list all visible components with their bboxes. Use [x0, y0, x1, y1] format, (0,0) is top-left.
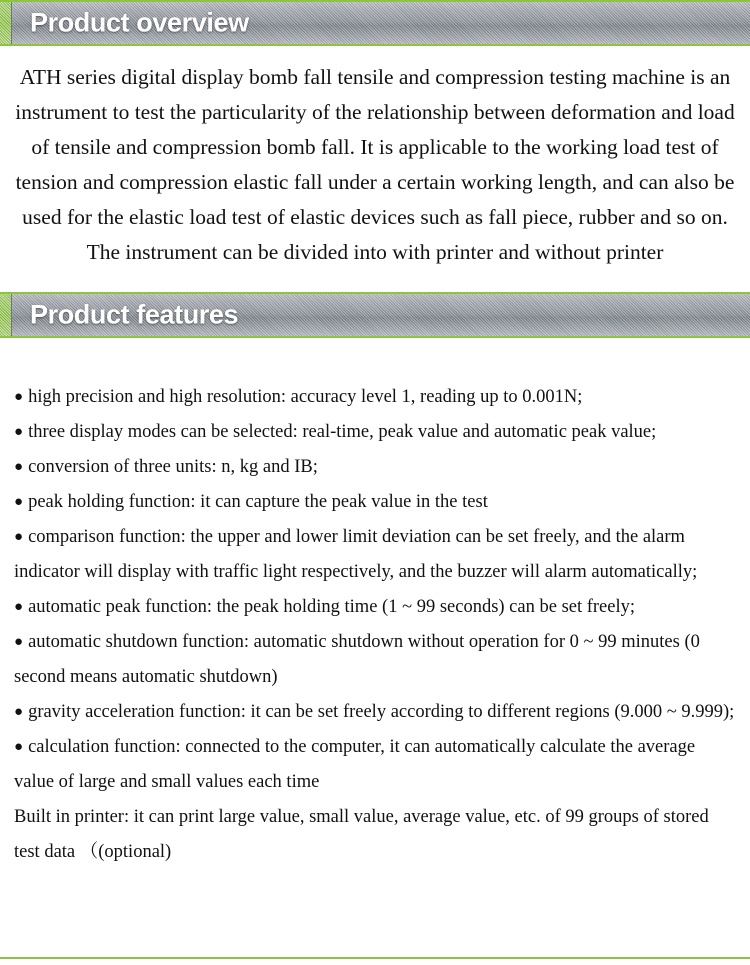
- list-item-label: automatic shutdown function: automatic shutdown without operation for 0 ~ 99 minutes (0 second means automatic shutdown): [14, 632, 700, 687]
- section-spacer: [0, 270, 750, 292]
- bullet-icon: ●: [14, 704, 24, 720]
- bullet-icon: ●: [14, 739, 24, 755]
- list-item-label: Built in printer: it can print large value, small value, average value, etc. of 99 groups of stored test data （(optional): [14, 807, 709, 862]
- bullet-icon: ●: [14, 389, 24, 405]
- section-header-features: [0, 292, 750, 338]
- list-item: [14, 800, 736, 870]
- header-accent-stripe: [0, 2, 12, 44]
- list-item-label: automatic peak function: the peak holding time (1 ~ 99 seconds) can be set freely;: [28, 597, 636, 617]
- list-item: [14, 730, 736, 800]
- bullet-icon: ●: [14, 424, 24, 440]
- page-title-product-overview: Product overview: [30, 7, 249, 38]
- list-item-label: three display modes can be selected: real-time, peak value and automatic peak value;: [28, 422, 657, 442]
- list-item: [14, 380, 736, 415]
- bullet-icon: ●: [14, 634, 24, 650]
- list-item: [14, 625, 736, 695]
- list-item-label: gravity acceleration function: it can be set freely according to different regions (9.000 ~ 9.999);: [28, 702, 735, 722]
- overview-paragraph: ATH series digital display bomb fall tensile and compression testing machine is an instrument to test the particularity of the relationship between deformation and load of tensile and compression bomb fall. It is applicable to the working load test of tension and compression elastic fall under a certain working length, and can also be used for the elastic load test of elastic devices such as fall piece, rubber and so on. The instrument can be divided into with printer and without printer: [15, 65, 735, 264]
- list-item: [14, 520, 736, 590]
- page-title-product-features: Product features: [30, 299, 239, 330]
- list-item: [14, 450, 736, 485]
- bullet-icon: ●: [14, 599, 24, 615]
- bullet-icon: ●: [14, 529, 24, 545]
- bottom-divider: [0, 957, 750, 959]
- list-item-label: high precision and high resolution: accuracy level 1, reading up to 0.001N;: [28, 387, 583, 407]
- section-header-overview: [0, 0, 750, 46]
- list-item: [14, 415, 736, 450]
- list-item: [14, 485, 736, 520]
- list-item: [14, 695, 736, 730]
- list-item-label: comparison function: the upper and lower limit deviation can be set freely, and the alarm indicator will display with traffic light respectively, and the buzzer will alarm automatically;: [14, 527, 698, 582]
- bullet-icon: ●: [14, 459, 24, 475]
- list-item: [14, 590, 736, 625]
- list-item-label: peak holding function: it can capture the peak value in the test: [28, 492, 488, 512]
- product-features-list: [0, 338, 750, 870]
- list-item-label: calculation function: connected to the computer, it can automatically calculate the average value of large and small values each time: [14, 737, 696, 792]
- list-item-label: conversion of three units: n, kg and IB;: [28, 457, 318, 477]
- bullet-icon: ●: [14, 494, 24, 510]
- header-accent-stripe: [0, 294, 12, 336]
- product-overview-body: [0, 46, 750, 270]
